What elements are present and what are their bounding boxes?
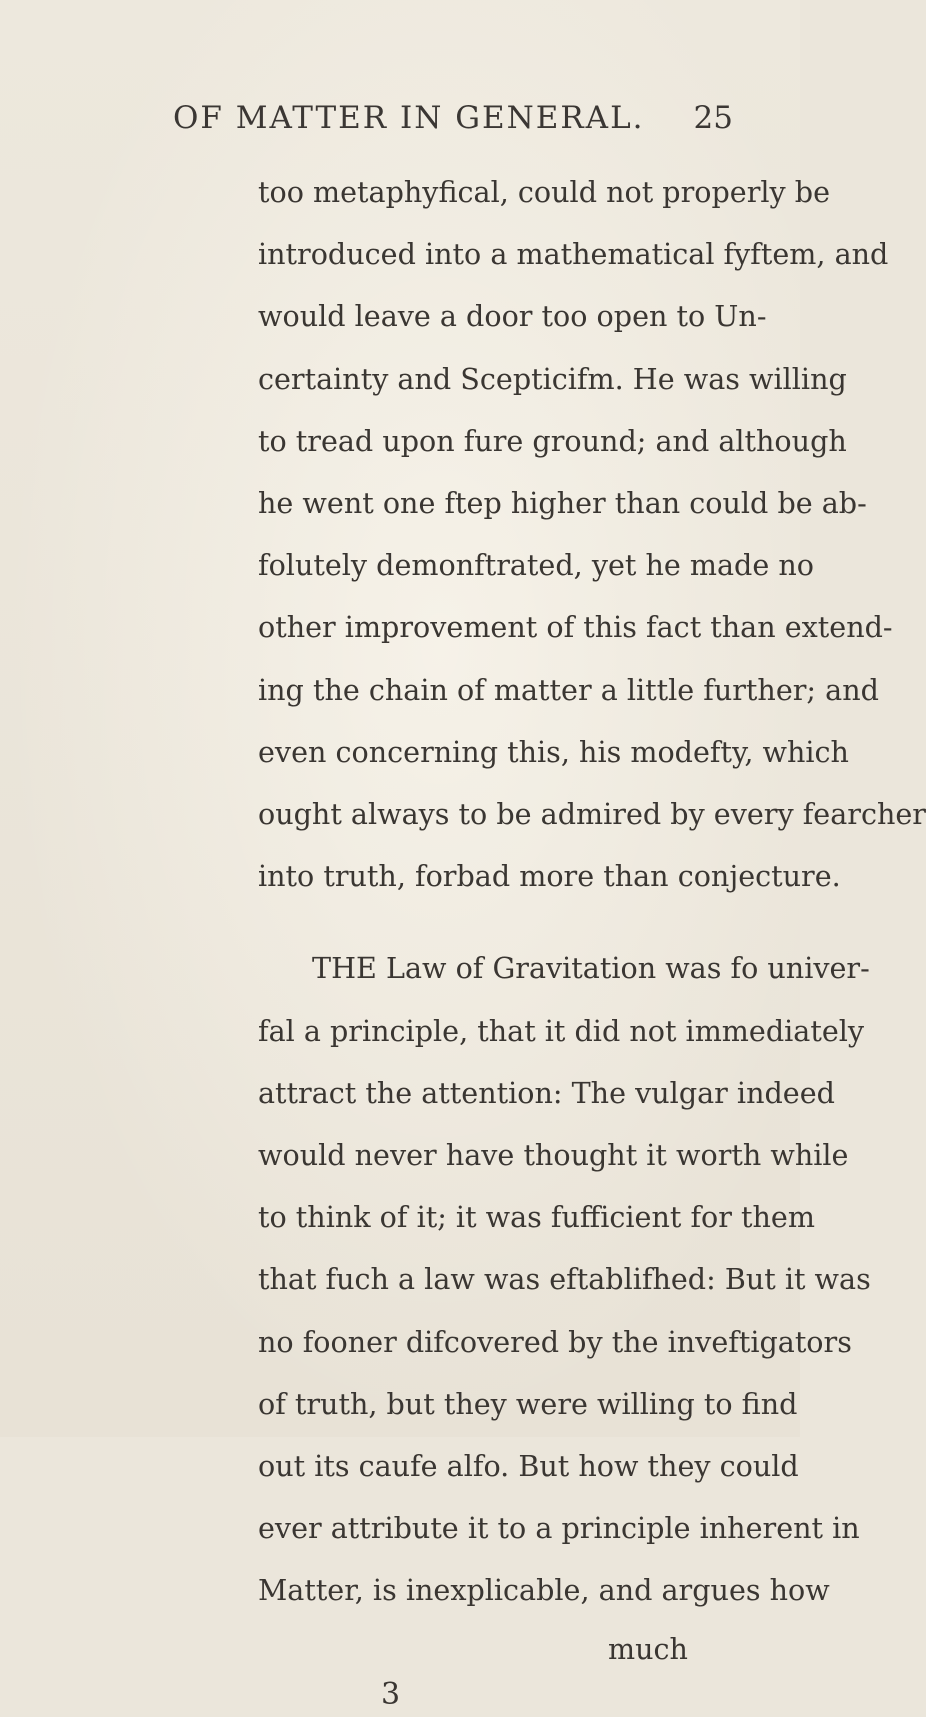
signature-mark: 3 — [381, 1677, 401, 1712]
text-line: ought always to be admired by every fearcher — [258, 797, 926, 831]
text-line: ever attribute it to a principle inherent in — [258, 1511, 860, 1545]
text-line: to tread upon fure ground; and although — [258, 424, 847, 458]
text-line: introduced into a mathematical fyftem, and — [258, 237, 889, 271]
text-line: would leave a door too open to Un- — [258, 299, 767, 333]
text-line: Matter, is inexplicable, and argues how — [258, 1573, 830, 1607]
text-line: out its caufe alfo. But how they could — [258, 1449, 799, 1483]
text-line: ing the chain of matter a little further; and — [258, 673, 879, 707]
text-line: other improvement of this fact than extend- — [258, 610, 893, 644]
text-line: no fooner difcovered by the inveftigators — [258, 1325, 852, 1359]
text-line: attract the attention: The vulgar indeed — [258, 1076, 835, 1110]
text-line: into truth, forbad more than conjecture. — [258, 859, 841, 893]
text-line: folutely demonftrated, yet he made no — [258, 548, 815, 582]
text-line: certainty and Scepticifm. He was willing — [258, 362, 847, 396]
text-line: THE Law of Gravitation was fo univer- — [312, 951, 870, 985]
running-header — [173, 100, 733, 148]
text-line: even concerning this, his modefty, which — [258, 735, 849, 769]
text-line: of truth, but they were willing to find — [258, 1387, 798, 1421]
catchword: much — [608, 1632, 688, 1666]
text-line: fal a principle, that it did not immediately — [258, 1014, 865, 1048]
text-line: that fuch a law was eftablifhed: But it was — [258, 1262, 871, 1296]
text-line: he went one ftep higher than could be ab- — [258, 486, 867, 520]
running-title: OF MATTER IN GENERAL. — [173, 100, 645, 136]
text-line: to think of it; it was fufficient for them — [258, 1200, 815, 1234]
page-number: 25 — [693, 100, 733, 136]
text-line: would never have thought it worth while — [258, 1138, 849, 1172]
text-line: too metaphyfical, could not properly be — [258, 175, 831, 209]
